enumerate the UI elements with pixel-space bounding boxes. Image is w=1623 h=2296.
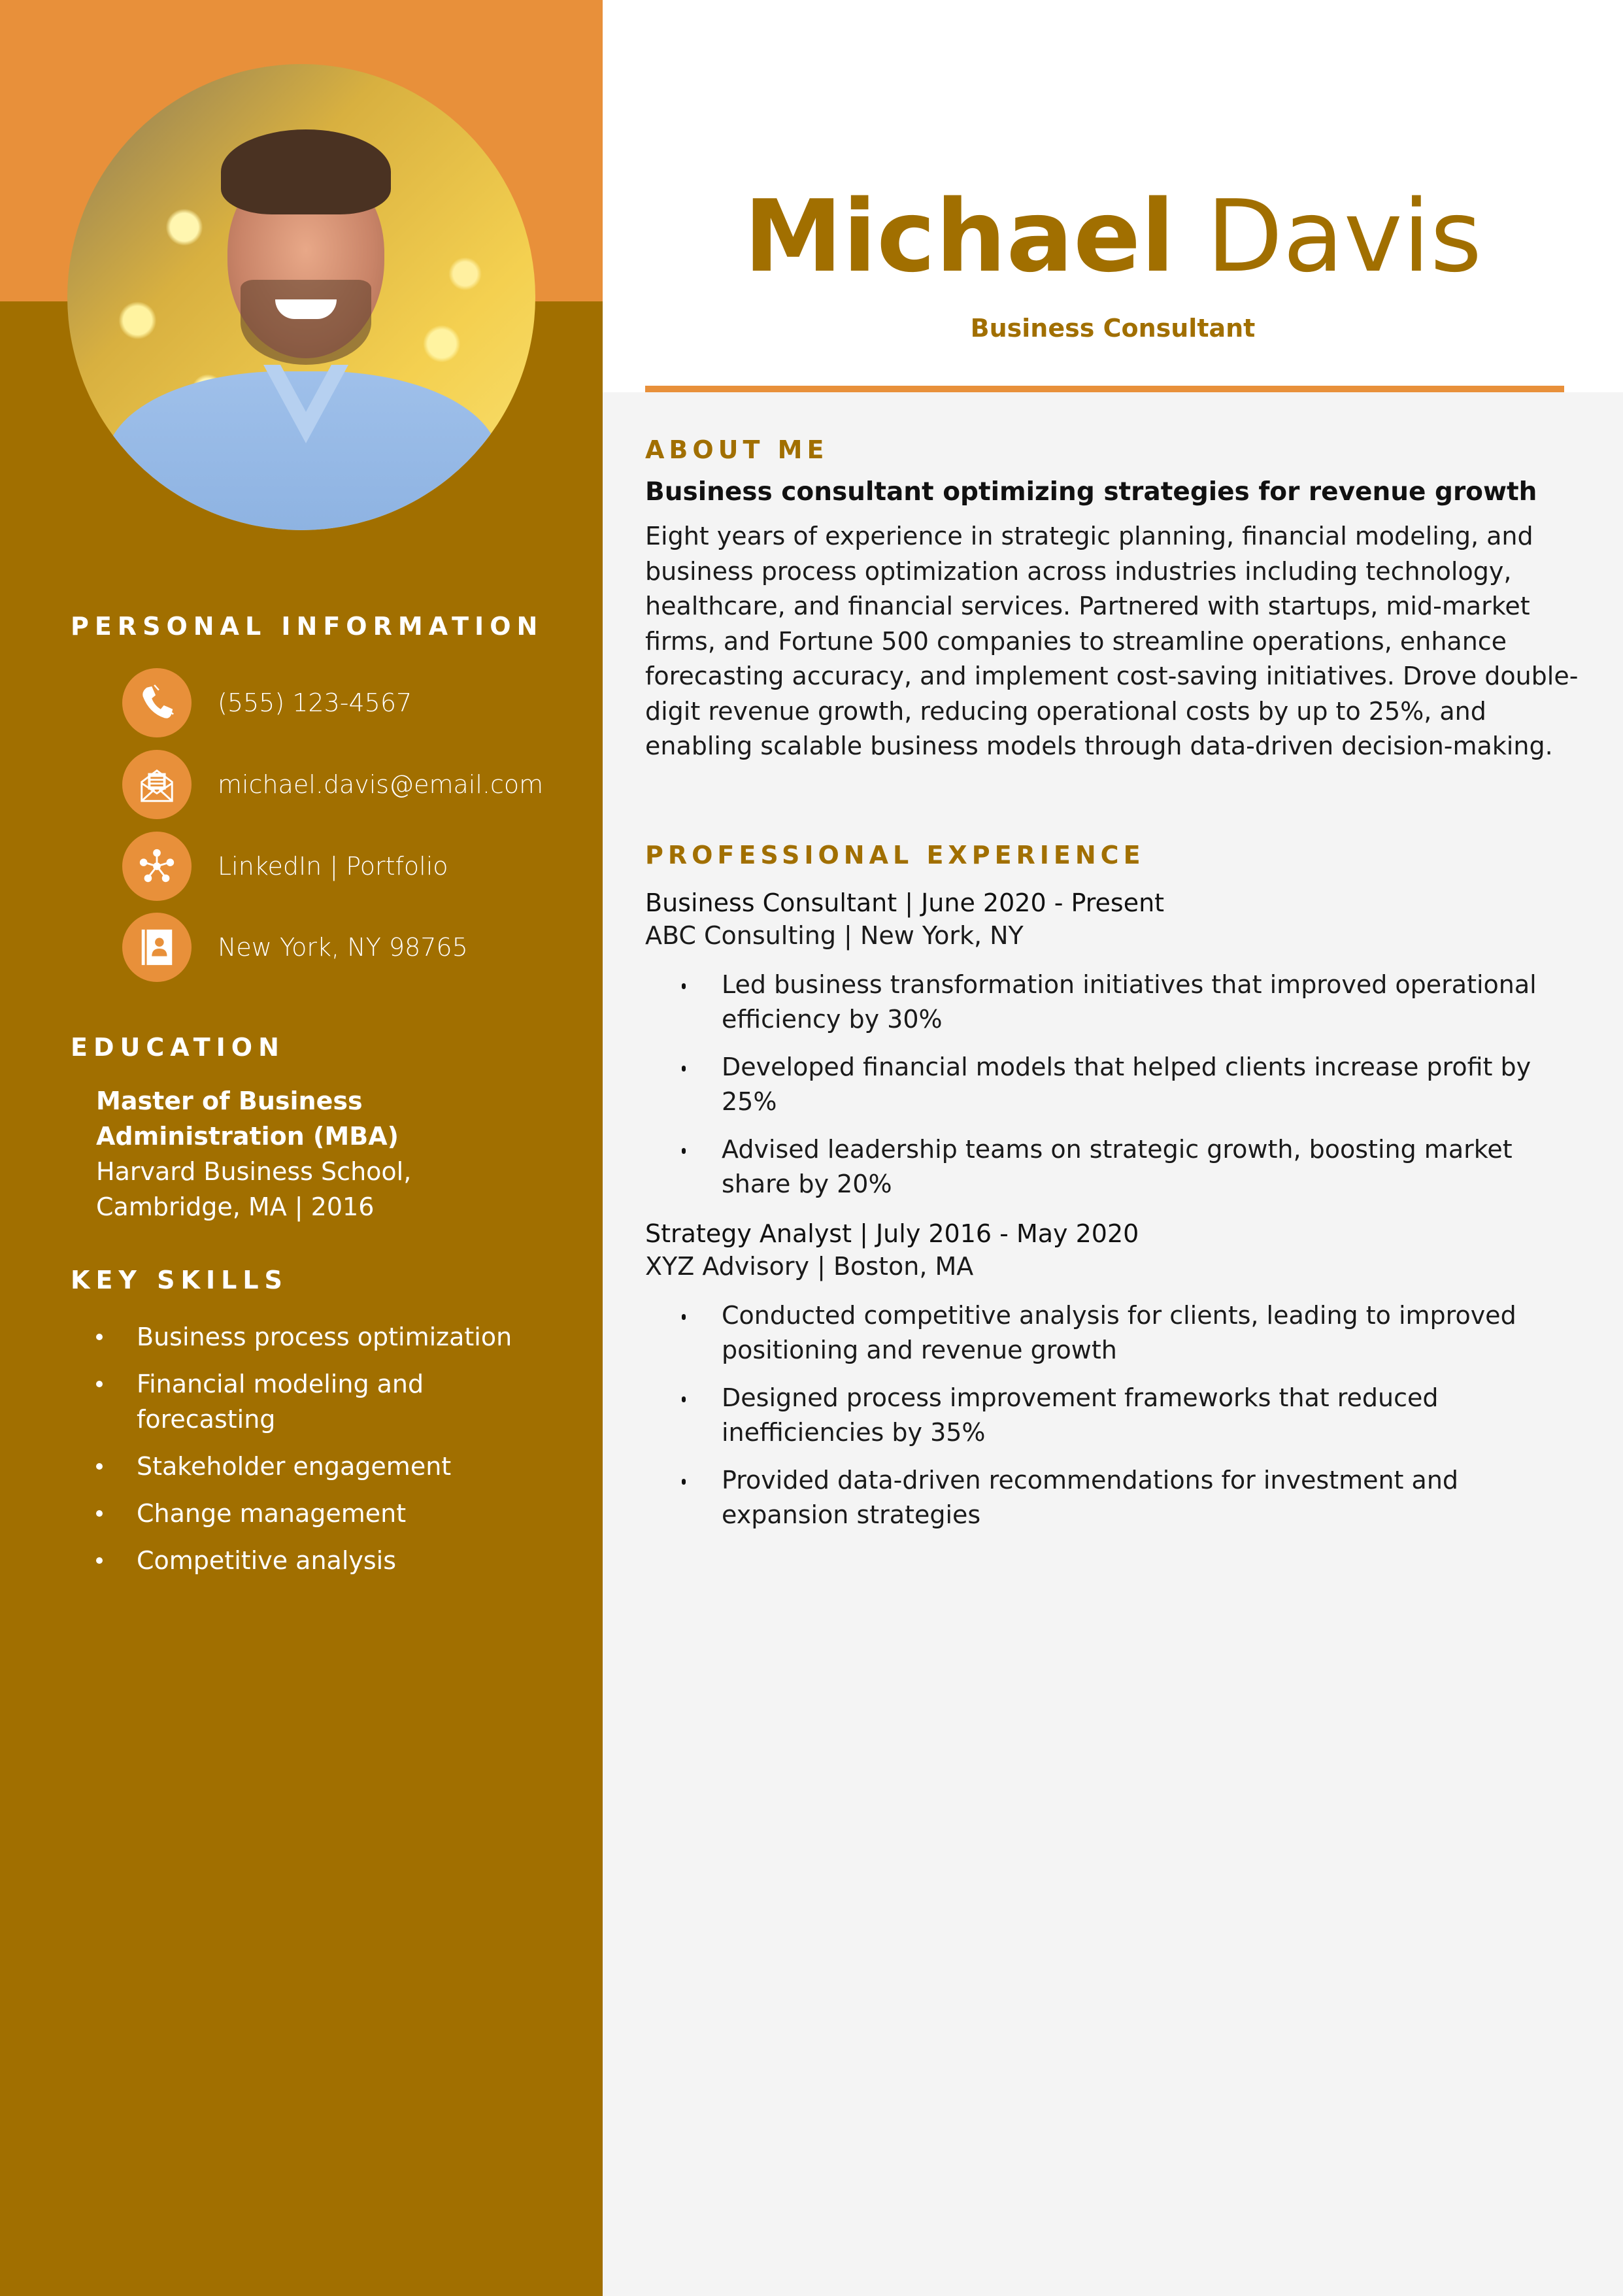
job-bullet (645, 1298, 1586, 1368)
contact-book-icon (122, 913, 192, 982)
candidate-title: Business Consultant (970, 314, 1256, 343)
job-bullet (645, 1050, 1586, 1119)
header-divider (645, 386, 1564, 392)
skill-label: Competitive analysis (137, 1546, 397, 1575)
about-subheading: Business consultant optimizing strategies for revenue growth (645, 477, 1537, 507)
job-bullets (645, 968, 1586, 1202)
bullet-icon (682, 1396, 686, 1402)
sidebar (0, 0, 603, 2296)
bullet-icon (682, 1148, 686, 1154)
skill-item (96, 1319, 573, 1355)
profile-photo (67, 64, 535, 530)
job-company-line: ABC Consulting | New York, NY (645, 921, 1024, 950)
skill-label: Change management (137, 1499, 407, 1528)
location-text: New York, NY 98765 (218, 933, 468, 962)
skill-label: Business process optimization (137, 1323, 512, 1351)
education-degree: Master of Business Administration (MBA) (96, 1087, 399, 1151)
bullet-icon (682, 1066, 686, 1072)
bullet-text: Provided data-driven recommendations for investment and expansion strategies (722, 1466, 1459, 1529)
skill-item (96, 1449, 573, 1484)
about-heading: ABOUT ME (645, 435, 829, 464)
skill-label: Financial modeling and forecasting (137, 1370, 424, 1434)
personal-info-heading: PERSONAL INFORMATION (71, 612, 544, 641)
skill-item (96, 1543, 573, 1578)
phone-icon (122, 668, 192, 737)
last-name: Davis (1206, 178, 1482, 294)
job-entry (645, 1217, 1586, 1545)
skill-item (96, 1366, 477, 1437)
contact-email (122, 750, 543, 819)
bullet-icon (96, 1334, 103, 1340)
skill-item (96, 1496, 573, 1531)
photo-beard (241, 280, 371, 365)
job-bullets (645, 1298, 1586, 1532)
contact-location (122, 913, 468, 982)
education-school: Harvard Business School, Cambridge, MA | 2016 (96, 1157, 412, 1221)
bullet-icon (682, 1479, 686, 1485)
job-bullet (645, 1132, 1586, 1202)
bullet-text: Conducted competitive analysis for clients, leading to improved positioning and revenue growth (722, 1301, 1516, 1364)
bullet-icon (96, 1381, 103, 1387)
job-title-line: Business Consultant | June 2020 - Present (645, 888, 1165, 917)
job-bullet (645, 968, 1586, 1037)
photo-hair (221, 129, 391, 214)
education-heading: EDUCATION (71, 1033, 285, 1062)
bullet-icon (96, 1557, 103, 1564)
bullet-icon (682, 1314, 686, 1320)
network-icon (122, 832, 192, 901)
bullet-text: Developed financial models that helped clients increase profit by 25% (722, 1053, 1531, 1116)
skills-list (96, 1319, 573, 1590)
bullet-text: Designed process improvement frameworks that reduced inefficiencies by 35% (722, 1383, 1439, 1447)
resume-header (603, 0, 1623, 392)
contact-phone (122, 668, 412, 737)
job-bullet (645, 1463, 1586, 1532)
links-text[interactable]: LinkedIn | Portfolio (218, 852, 448, 881)
about-body: Eight years of experience in strategic planning, financial modeling, and business process optimization across industries including technology, healthcare, and financial services. Partnered with startups, mid-market firms, and Fortune 500 companies to streamline operations, enhance forecasting accuracy, and implement cost-saving initiatives. Drove double-digit revenue growth, reducing operational costs by up to 25%, and enabling scalable business models through data-driven decision-making. (645, 522, 1579, 760)
photo-shirt (107, 371, 499, 530)
contact-links (122, 832, 448, 901)
email-text[interactable]: michael.davis@email.com (218, 770, 544, 799)
experience-heading: PROFESSIONAL EXPERIENCE (645, 841, 1145, 869)
phone-text[interactable]: (555) 123-4567 (218, 688, 412, 717)
job-entry (645, 886, 1586, 1215)
education-entry (96, 1083, 573, 1224)
bullet-text: Advised leadership teams on strategic growth, boosting market share by 20% (722, 1135, 1513, 1198)
job-bullet (645, 1381, 1586, 1450)
candidate-name (603, 178, 1623, 294)
skills-heading: KEY SKILLS (71, 1266, 288, 1294)
first-name: Michael (743, 178, 1175, 294)
bullet-text: Led business transformation initiatives that improved operational efficiency by 30% (722, 970, 1537, 1034)
job-company-line: XYZ Advisory | Boston, MA (645, 1252, 974, 1281)
bullet-icon (96, 1510, 103, 1517)
bullet-icon (682, 983, 686, 989)
envelope-icon (122, 750, 192, 819)
skill-label: Stakeholder engagement (137, 1452, 452, 1481)
job-title-line: Strategy Analyst | July 2016 - May 2020 (645, 1219, 1139, 1248)
bullet-icon (96, 1463, 103, 1470)
